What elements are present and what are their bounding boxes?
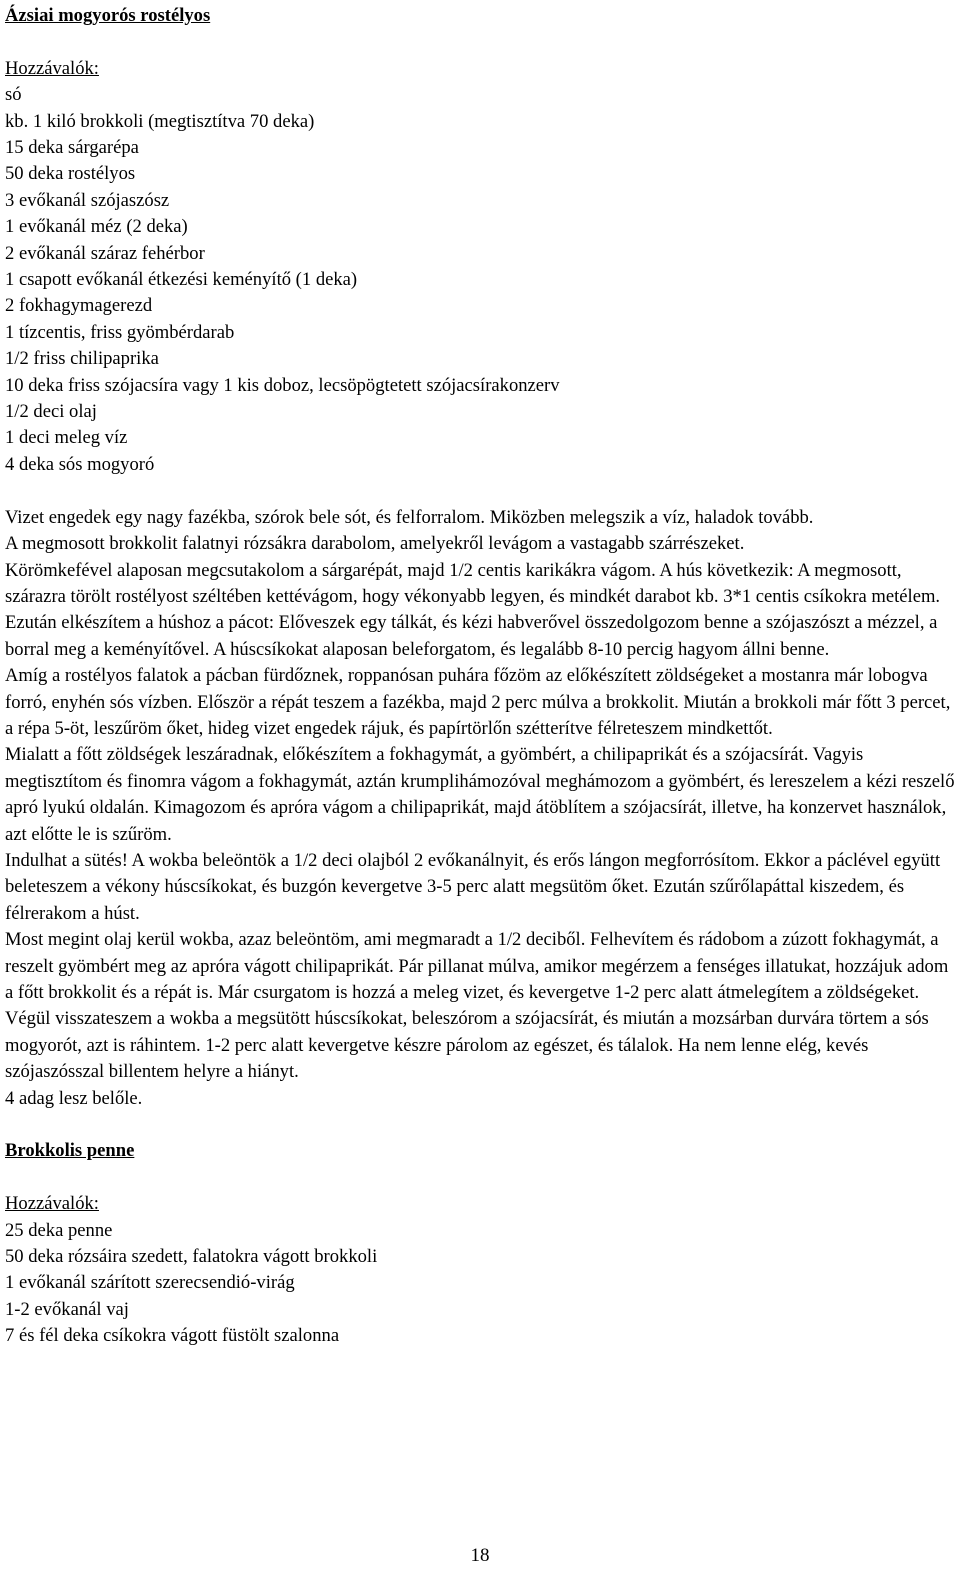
method-paragraph: Most megint olaj kerül wokba, azaz beleöntöm, ami megmaradt a 1/2 deciből. Felhevítem és rádobom a zúzott fokhagymát, a reszelt gyömbért meg az apróra vágott chilipaprikát. Pár pillanat múlva, amikor megérzem a fenséges illatukat, hozzájuk adom a főtt brokkolit és a répát is. Már csurgatom is hozzá a meleg vizet, és kevergetve 1-2 perc alatt átmelegítem a zöldségeket. [5,929,949,1003]
ingredient-item: 1/2 friss chilipaprika [5,348,159,370]
ingredient-item: 15 deka sárgarépa [5,137,139,159]
ingredient-item: 50 deka rózsáira szedett, falatokra vágott brokkoli [5,1246,378,1268]
ingredient-item: 7 és fél deka csíkokra vágott füstölt szalonna [5,1325,340,1347]
ingredient-item: 1 csapott evőkanál étkezési keményítő (1 deka) [5,269,358,291]
ingredients-label: Hozzávalók: [5,1193,99,1215]
method-paragraph: Vizet engedek egy nagy fazékba, szórok bele sót, és felforralom. Miközben melegszik a víz, haladok tovább. [5,506,814,528]
recipe-title: Brokkolis penne [5,1140,135,1162]
document-page [5,3,955,1350]
ingredient-list [5,1218,955,1350]
ingredient-item: 1 evőkanál szárított szerecsendió-virág [5,1272,295,1294]
spacer [5,29,955,55]
ingredient-list [5,82,955,478]
ingredient-item: 1 tízcentis, friss gyömbérdarab [5,321,235,343]
method-paragraph: Indulhat a sütés! A wokba beleöntök a 1/2 deci olajból 2 evőkanálnyit, és erős lángon megforrósítom. Ekkor a páclével együtt beleteszem a vékony húscsíkokat, és buzgón kevergetve 3-5 perc alatt megsütöm őket. Ezután szűrőlapáttal kiszedem, és félrerakom a húst. [5,849,941,924]
ingredient-item: 1 evőkanál méz (2 deka) [5,216,188,238]
method-paragraph: Amíg a rostélyos falatok a pácban fürdőznek, roppanósan puhára főzöm az előkészített zöldségeket a mostanra már lobogva forró, enyhén sós vízben. Először a répát teszem a fazékba, majd 2 perc múlva a brokkolit. Miután a brokkoli már főtt 3 percet, a répa 5-öt, leszűröm őket, hideg vizet engedek rájuk, és papírtörlőn szétterítve félreteszem mindkettőt. [5,665,951,739]
ingredient-item: 2 fokhagymagerezd [5,295,153,317]
ingredient-item: 10 deka friss szójacsíra vagy 1 kis doboz, lecsöpögtetett szójacsírakonzerv [5,374,560,396]
ingredient-item: 50 deka rostélyos [5,163,136,185]
recipe-1 [5,3,955,1112]
ingredient-item: 4 deka sós mogyoró [5,453,155,475]
spacer [5,1112,955,1138]
spacer [5,478,955,504]
ingredient-item: kb. 1 kiló brokkoli (megtisztítva 70 deka) [5,110,315,132]
ingredients-label: Hozzávalók: [5,57,99,79]
ingredient-item: 1/2 deci olaj [5,401,97,423]
method-paragraph: Ezután elkészítem a húshoz a pácot: Elővеszek egy tálkát, és kézi habverővel összedolgozom benne a szójaszószt a mézzel, a borral meg a keményítővel. A húscsíkokat alaposan beleforgatom, és legalább 8-10 percig hagyom állni benne. [5,612,938,660]
method-steps [5,505,955,1112]
ingredient-item: só [5,84,22,106]
servings-note: 4 adag lesz belőle. [5,1087,143,1109]
recipe-2 [5,1138,955,1349]
spacer [5,1165,955,1191]
ingredient-item: 1-2 evőkanál vaj [5,1298,129,1320]
page-number: 18 [470,1545,490,1566]
method-paragraph: Körömkefével alaposan megcsutakolom a sárgarépát, majd 1/2 centis karikákra vágom. A hús következik: A megmosott, szárazra törölt rostélyost széltében kettévágom, hogy vékonyabb legyen, és mindkét darabot kb. 3*1 centis csíkokra metélem. [5,559,941,607]
ingredient-item: 1 deci meleg víz [5,427,128,449]
ingredient-item: 2 evőkanál száraz fehérbor [5,242,205,264]
ingredient-item: 3 evőkanál szójaszósz [5,189,170,211]
method-paragraph: Mialatt a főtt zöldségek leszáradnak, előkészítem a fokhagymát, a gyömbért, a chilipaprikát és a szójacsírát. Vagyis megtisztítom és finomra vágom a fokhagymát, aztán krumplihámozóval meghámozom a gyömbért, és lereszelem a kézi reszelő apró lyukú oldalán. Kimagozom és apróra vágom a chilipaprikát, majd átöblítem a szójacsírát, illetve, ha konzervet használok, azt előtte le is szűröm. [5,744,955,845]
method-paragraph: A megmosott brokkolit falatnyi rózsákra darabolom, amelyekről levágom a vastagabb szárrészeket. [5,533,745,555]
ingredient-item: 25 deka penne [5,1219,113,1241]
method-paragraph: Végül visszateszem a wokba a megsütött húscsíkokat, beleszórom a szójacsírát, és miután a mozsárban durvára törtem a sós mogyorót, azt is ráhintem. 1-2 perc alatt kevergetve készre párolom az egészet, és tálalok. Ha nem lenne elég, kevés szójaszósszal billentem helyre a hiányt. [5,1008,929,1083]
recipe-title: Ázsiai mogyorós rostélyos [5,5,211,26]
